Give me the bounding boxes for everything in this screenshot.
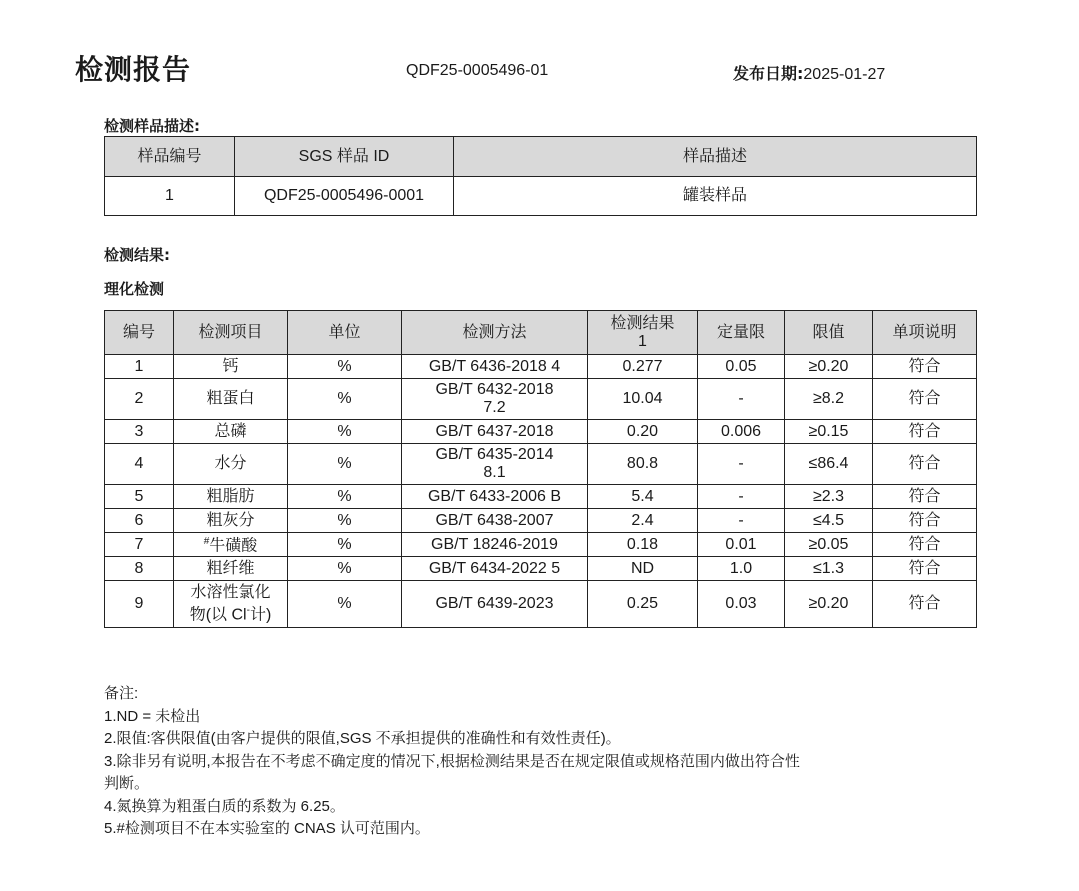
col-sgs-id: SGS 样品 ID bbox=[235, 137, 454, 177]
report-title: 检测报告 bbox=[75, 53, 192, 86]
col-sample-desc: 样品描述 bbox=[454, 137, 977, 177]
row-verdict: 符合 bbox=[873, 557, 977, 581]
row-unit: % bbox=[288, 485, 402, 509]
results-subheading: 理化检测 bbox=[104, 280, 165, 298]
row-no: 5 bbox=[105, 485, 174, 509]
sample-sgs-id: QDF25-0005496-0001 bbox=[235, 177, 454, 216]
row-item bbox=[174, 533, 288, 557]
row-method: GB/T 6436-2018 4 bbox=[402, 355, 588, 379]
item-text: 水溶性氯化 物(以 Cl bbox=[189, 583, 271, 624]
item-text: 水分 bbox=[214, 455, 247, 472]
row-method: GB/T 6439-2023 bbox=[402, 581, 588, 628]
item-text: 总磷 bbox=[214, 422, 247, 440]
row-method: GB/T 18246-2019 bbox=[402, 533, 588, 557]
row-method: GB/T 6435-2014 8.1 bbox=[402, 444, 588, 485]
results-table bbox=[104, 310, 977, 628]
table-row bbox=[105, 581, 977, 628]
item-superscript: - bbox=[246, 604, 250, 616]
row-limit: ≥0.20 bbox=[785, 355, 873, 379]
issue-date-value: 2025-01-27 bbox=[803, 66, 886, 83]
row-result: 0.25 bbox=[588, 581, 698, 628]
row-result: 0.277 bbox=[588, 355, 698, 379]
row-result: 5.4 bbox=[588, 485, 698, 509]
row-verdict: 符合 bbox=[873, 420, 977, 444]
row-unit: % bbox=[288, 557, 402, 581]
sample-row bbox=[105, 177, 977, 216]
notes-heading: 备注: bbox=[104, 685, 139, 702]
row-result: 80.8 bbox=[588, 444, 698, 485]
row-loq: 0.03 bbox=[698, 581, 785, 628]
row-limit: ≥2.3 bbox=[785, 485, 873, 509]
row-limit: ≥0.20 bbox=[785, 581, 873, 628]
results-table-header bbox=[105, 311, 977, 355]
col-no: 编号 bbox=[105, 311, 174, 355]
row-verdict: 符合 bbox=[873, 444, 977, 485]
row-unit: % bbox=[288, 420, 402, 444]
row-no: 7 bbox=[105, 533, 174, 557]
col-result: 检测结果 1 bbox=[588, 311, 698, 355]
row-method: GB/T 6433-2006 B bbox=[402, 485, 588, 509]
row-loq: - bbox=[698, 485, 785, 509]
table-row bbox=[105, 379, 977, 420]
row-loq: - bbox=[698, 444, 785, 485]
sample-table bbox=[104, 136, 977, 216]
row-unit: % bbox=[288, 379, 402, 420]
row-no: 2 bbox=[105, 379, 174, 420]
results-section-heading: 检测结果: bbox=[104, 246, 170, 264]
col-method: 检测方法 bbox=[402, 311, 588, 355]
row-verdict: 符合 bbox=[873, 533, 977, 557]
issue-date-label: 发布日期: bbox=[733, 64, 804, 83]
sample-table-header bbox=[105, 137, 977, 177]
row-method: GB/T 6432-2018 7.2 bbox=[402, 379, 588, 420]
col-unit: 单位 bbox=[288, 311, 402, 355]
col-loq: 定量限 bbox=[698, 311, 785, 355]
note-line-2: 2.限值:客供限值(由客户提供的限值,SGS 不承担提供的准确性和有效性责任)。 bbox=[104, 730, 621, 747]
row-loq: - bbox=[698, 509, 785, 533]
note-line-6: 5.#检测项目不在本实验室的 CNAS 认可范围内。 bbox=[104, 820, 430, 837]
row-item bbox=[174, 379, 288, 420]
col-item: 检测项目 bbox=[174, 311, 288, 355]
row-verdict: 符合 bbox=[873, 485, 977, 509]
row-limit: ≥0.05 bbox=[785, 533, 873, 557]
table-row bbox=[105, 420, 977, 444]
row-loq: 0.006 bbox=[698, 420, 785, 444]
item-text: 粗灰分 bbox=[206, 511, 255, 529]
item-text: 粗纤维 bbox=[206, 559, 255, 577]
row-no: 3 bbox=[105, 420, 174, 444]
note-line-1: 1.ND = 未检出 bbox=[104, 707, 201, 725]
col-verdict: 单项说明 bbox=[873, 311, 977, 355]
item-mark: # bbox=[203, 536, 210, 548]
row-unit: % bbox=[288, 533, 402, 557]
issue-date bbox=[733, 61, 885, 84]
row-item bbox=[174, 509, 288, 533]
row-verdict: 符合 bbox=[873, 379, 977, 420]
table-row bbox=[105, 485, 977, 509]
item-text: 粗蛋白 bbox=[206, 390, 255, 407]
row-item bbox=[174, 557, 288, 581]
col-limit: 限值 bbox=[785, 311, 873, 355]
report-number: QDF25-0005496-01 bbox=[406, 62, 549, 79]
table-row bbox=[105, 509, 977, 533]
row-item bbox=[174, 444, 288, 485]
row-limit: ≥8.2 bbox=[785, 379, 873, 420]
row-item bbox=[174, 420, 288, 444]
row-no: 4 bbox=[105, 444, 174, 485]
note-line-4: 判断。 bbox=[104, 775, 150, 792]
row-loq: 1.0 bbox=[698, 557, 785, 581]
row-result: 0.20 bbox=[588, 420, 698, 444]
row-unit: % bbox=[288, 355, 402, 379]
sample-desc: 罐装样品 bbox=[454, 177, 977, 216]
table-row bbox=[105, 533, 977, 557]
note-line-3: 3.除非另有说明,本报告在不考虑不确定度的情况下,根据检测结果是否在规定限值或规格范围内做出符合性 bbox=[104, 752, 800, 770]
item-text: 粗脂肪 bbox=[206, 487, 255, 505]
row-no: 6 bbox=[105, 509, 174, 533]
row-unit: % bbox=[288, 581, 402, 628]
row-loq: 0.05 bbox=[698, 355, 785, 379]
row-result: 10.04 bbox=[588, 379, 698, 420]
table-row bbox=[105, 355, 977, 379]
row-no: 1 bbox=[105, 355, 174, 379]
row-verdict: 符合 bbox=[873, 355, 977, 379]
row-limit: ≤86.4 bbox=[785, 444, 873, 485]
row-loq: - bbox=[698, 379, 785, 420]
row-item bbox=[174, 485, 288, 509]
sample-section-heading: 检测样品描述: bbox=[104, 117, 200, 135]
row-no: 8 bbox=[105, 557, 174, 581]
row-limit: ≤4.5 bbox=[785, 509, 873, 533]
row-unit: % bbox=[288, 444, 402, 485]
row-item bbox=[174, 581, 288, 628]
row-item bbox=[174, 355, 288, 379]
row-method: GB/T 6434-2022 5 bbox=[402, 557, 588, 581]
row-verdict: 符合 bbox=[873, 509, 977, 533]
row-method: GB/T 6438-2007 bbox=[402, 509, 588, 533]
row-loq: 0.01 bbox=[698, 533, 785, 557]
item-tail: 计) bbox=[249, 606, 272, 624]
row-result: ND bbox=[588, 557, 698, 581]
row-method: GB/T 6437-2018 bbox=[402, 420, 588, 444]
notes bbox=[104, 683, 984, 841]
table-row bbox=[105, 444, 977, 485]
row-result: 2.4 bbox=[588, 509, 698, 533]
item-text: 钙 bbox=[222, 357, 239, 375]
sample-no: 1 bbox=[105, 177, 235, 216]
row-result: 0.18 bbox=[588, 533, 698, 557]
table-row bbox=[105, 557, 977, 581]
row-verdict: 符合 bbox=[873, 581, 977, 628]
row-limit: ≤1.3 bbox=[785, 557, 873, 581]
row-no: 9 bbox=[105, 581, 174, 628]
col-sample-no: 样品编号 bbox=[105, 137, 235, 177]
item-text: 牛磺酸 bbox=[209, 537, 258, 555]
note-line-5: 4.氮换算为粗蛋白质的系数为 6.25。 bbox=[104, 797, 345, 815]
row-unit: % bbox=[288, 509, 402, 533]
row-limit: ≥0.15 bbox=[785, 420, 873, 444]
